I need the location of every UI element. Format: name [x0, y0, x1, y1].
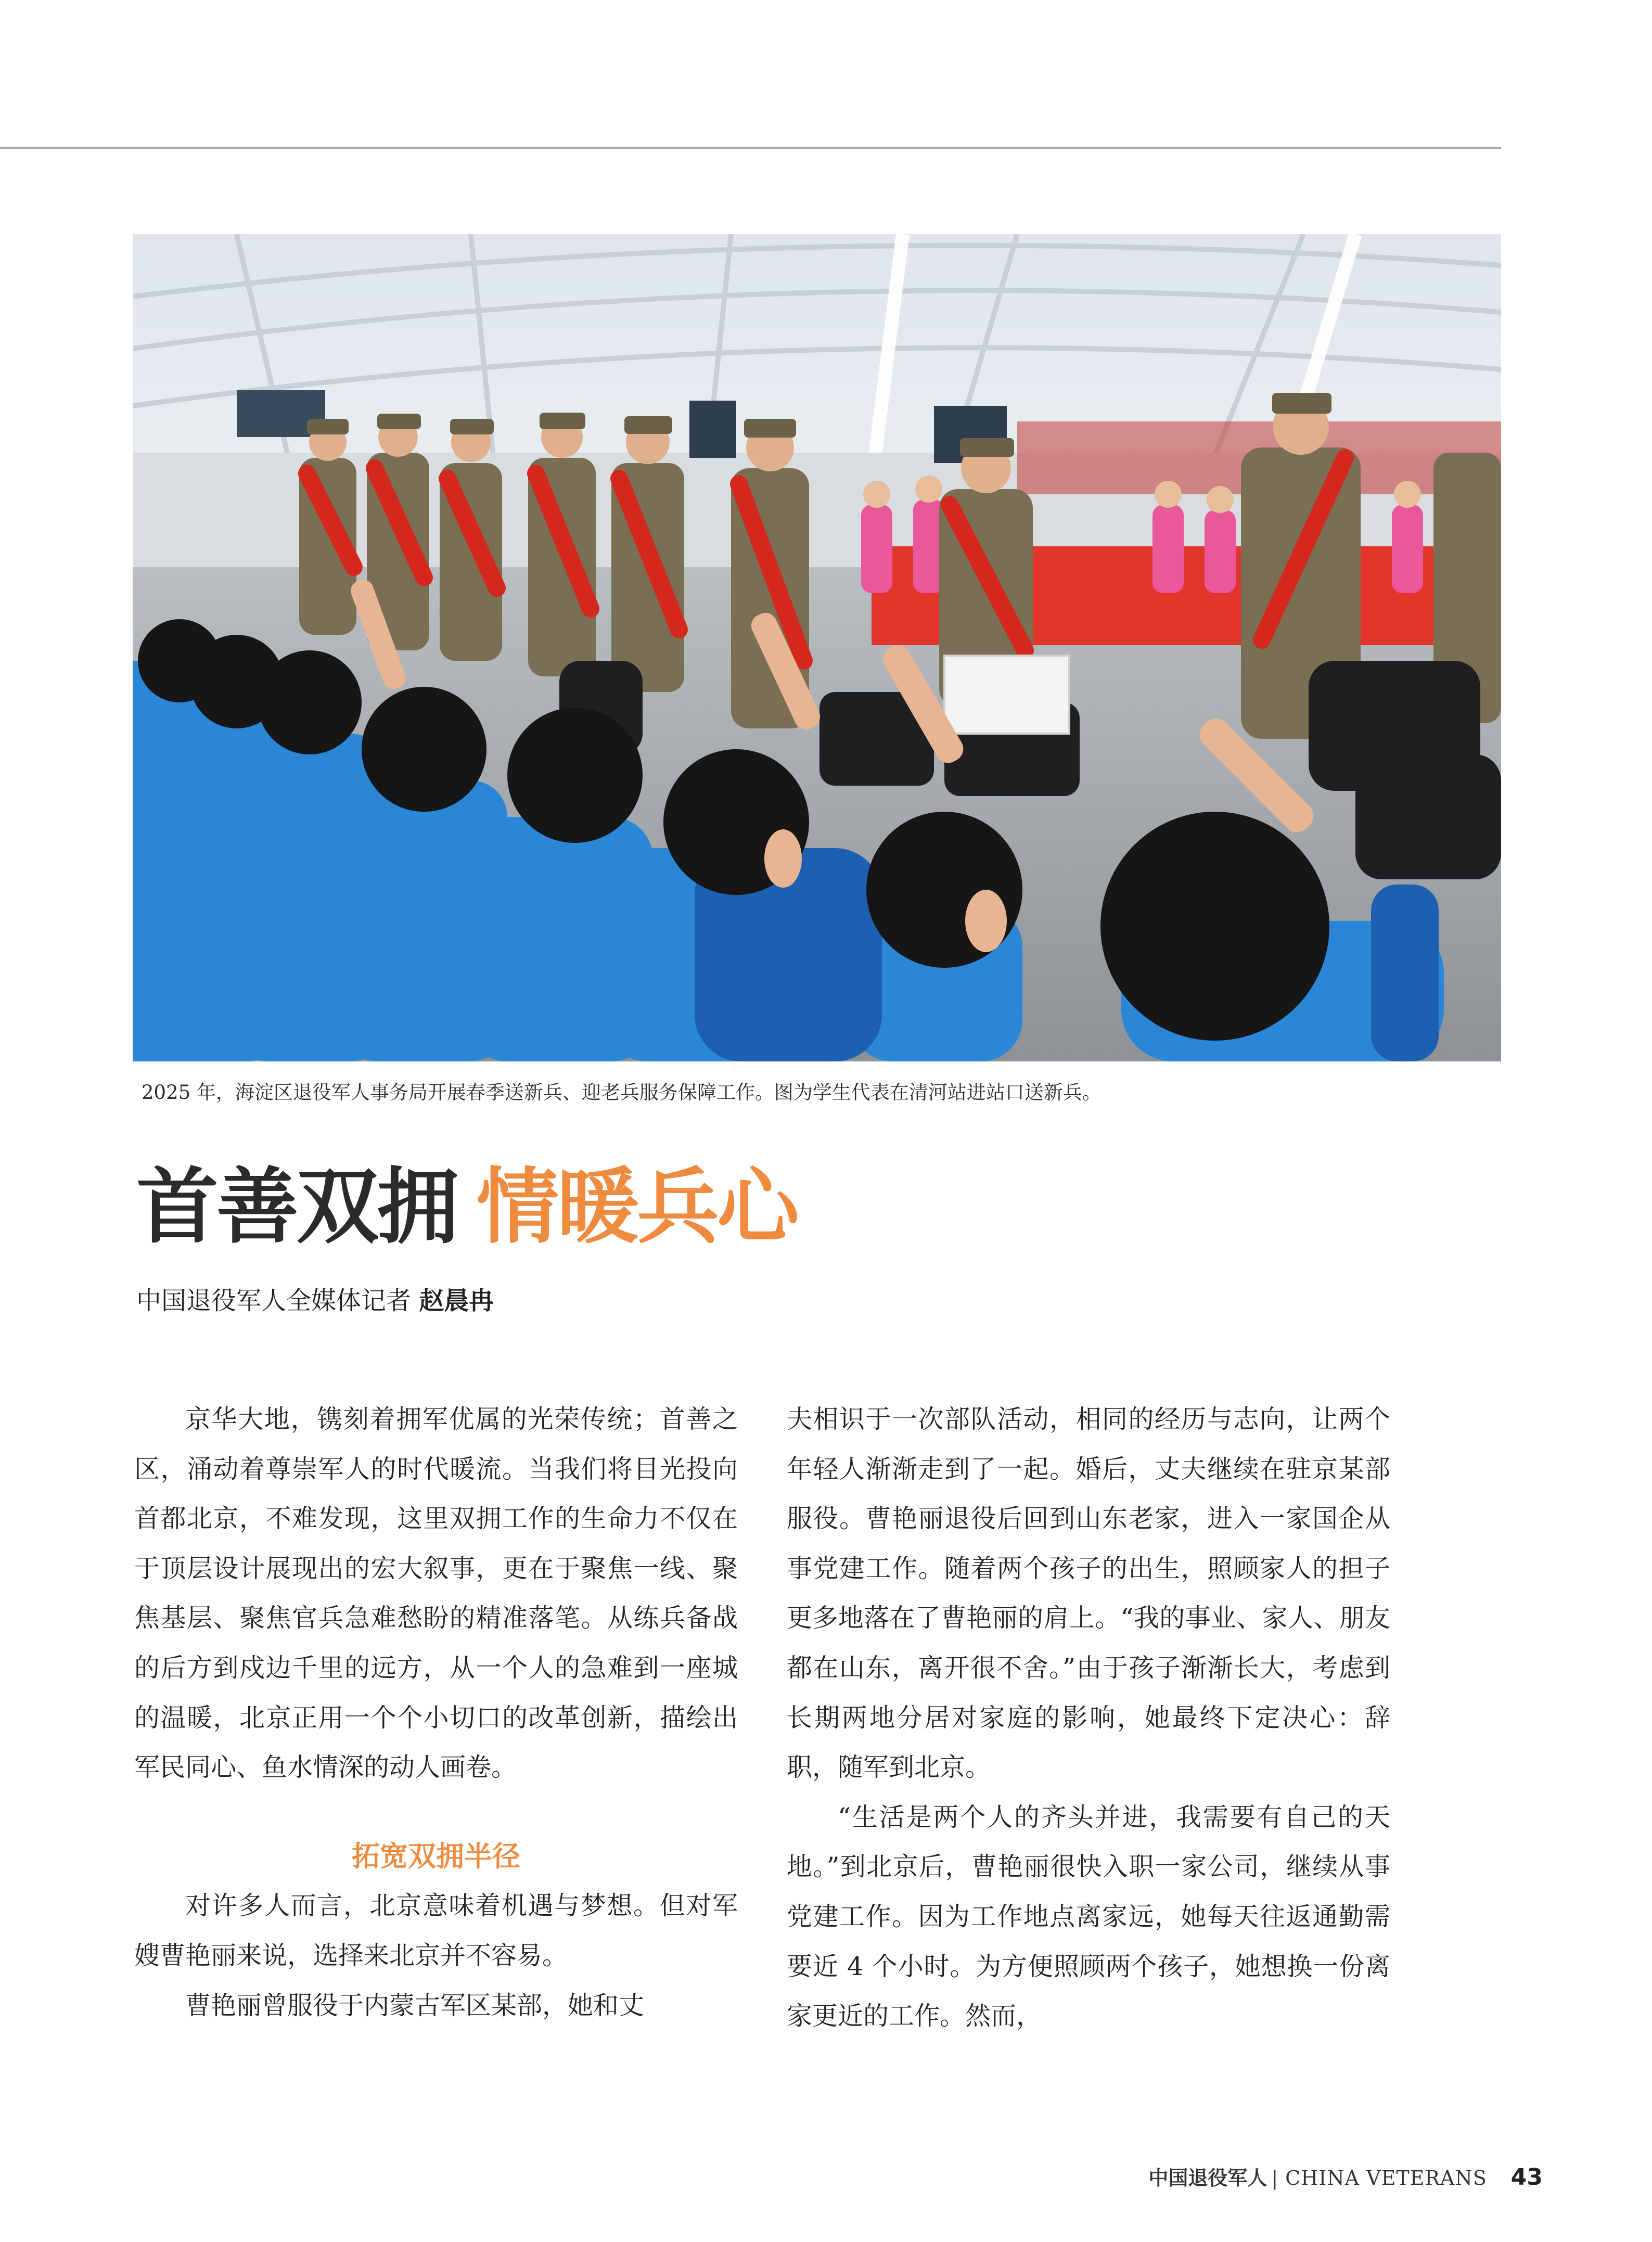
byline-prefix: 中国退役军人全媒体记者	[136, 1286, 412, 1315]
magazine-name-cn: 中国退役军人	[1148, 2167, 1267, 2189]
news-photo	[133, 234, 1501, 1061]
section-heading: 拓宽双拥半径	[352, 1839, 520, 1873]
article-column-right	[787, 1394, 1390, 2041]
byline	[136, 1285, 494, 1316]
header-rule	[0, 147, 1501, 149]
paragraph: “生活是两个人的齐头并进，我需要有自己的天地。”到北京后，曹艳丽很快入职一家公司，继续从事党建工作。因为工作地点离家远，她每天往返通勤需要近 4 个小时。为方便照顾两个孩子，她想换一份离家更近的工作。然而，	[787, 1802, 1390, 2031]
headline-part2: 情暖兵心	[477, 1159, 797, 1255]
photo-caption: 2025 年，海淀区退役军人事务局开展春季送新兵、迎老兵服务保障工作。图为学生代表在清河站进站口送新兵。	[142, 1081, 1102, 1104]
paragraph: 曹艳丽曾服役于内蒙古军区某部，她和丈	[185, 1990, 645, 2020]
page-footer	[1148, 2159, 1543, 2196]
article-column-left	[134, 1394, 738, 2030]
article-headline	[136, 1155, 797, 1264]
page-number: 43	[1510, 2164, 1543, 2190]
paragraph: 夫相识于一次部队活动，相同的经历与志向，让两个年轻人渐渐走到了一起。婚后，丈夫继续在驻京某部服役。曹艳丽退役后回到山东老家，进入一家国企从事党建工作。随着两个孩子的出生，照顾家人的担子更多地落在了曹艳丽的肩上。“我的事业、家人、朋友都在山东，离开很不舍。”由于孩子渐渐长大，考虑到长期两地分居对家庭的影响，她最终下定决心：辞职，随军到北京。	[787, 1404, 1390, 1783]
station-scene-illustration	[133, 234, 1501, 1061]
byline-author: 赵晨冉	[419, 1286, 494, 1315]
headline-part1: 首善双拥	[136, 1159, 457, 1255]
paragraph: 京华大地，镌刻着拥军优属的光荣传统；首善之区，涌动着尊崇军人的时代暖流。当我们将目光投向首都北京，不难发现，这里双拥工作的生命力不仅在于顶层设计展现出的宏大叙事，更在于聚焦一线、聚焦基层、聚焦官兵急难愁盼的精准落笔。从练兵备战的后方到戍边千里的远方，从一个人的急难到一座城的温暖，北京正用一个个小切口的改革创新，描绘出军民同心、鱼水情深的动人画卷。	[134, 1404, 738, 1783]
footer-separator: |	[1271, 2167, 1278, 2189]
paragraph: 对许多人而言，北京意味着机遇与梦想。但对军嫂曹艳丽来说，选择来北京并不容易。	[134, 1891, 738, 1970]
section-spacer	[134, 1792, 738, 1831]
magazine-name-en: CHINA VETERANS	[1285, 2167, 1487, 2189]
